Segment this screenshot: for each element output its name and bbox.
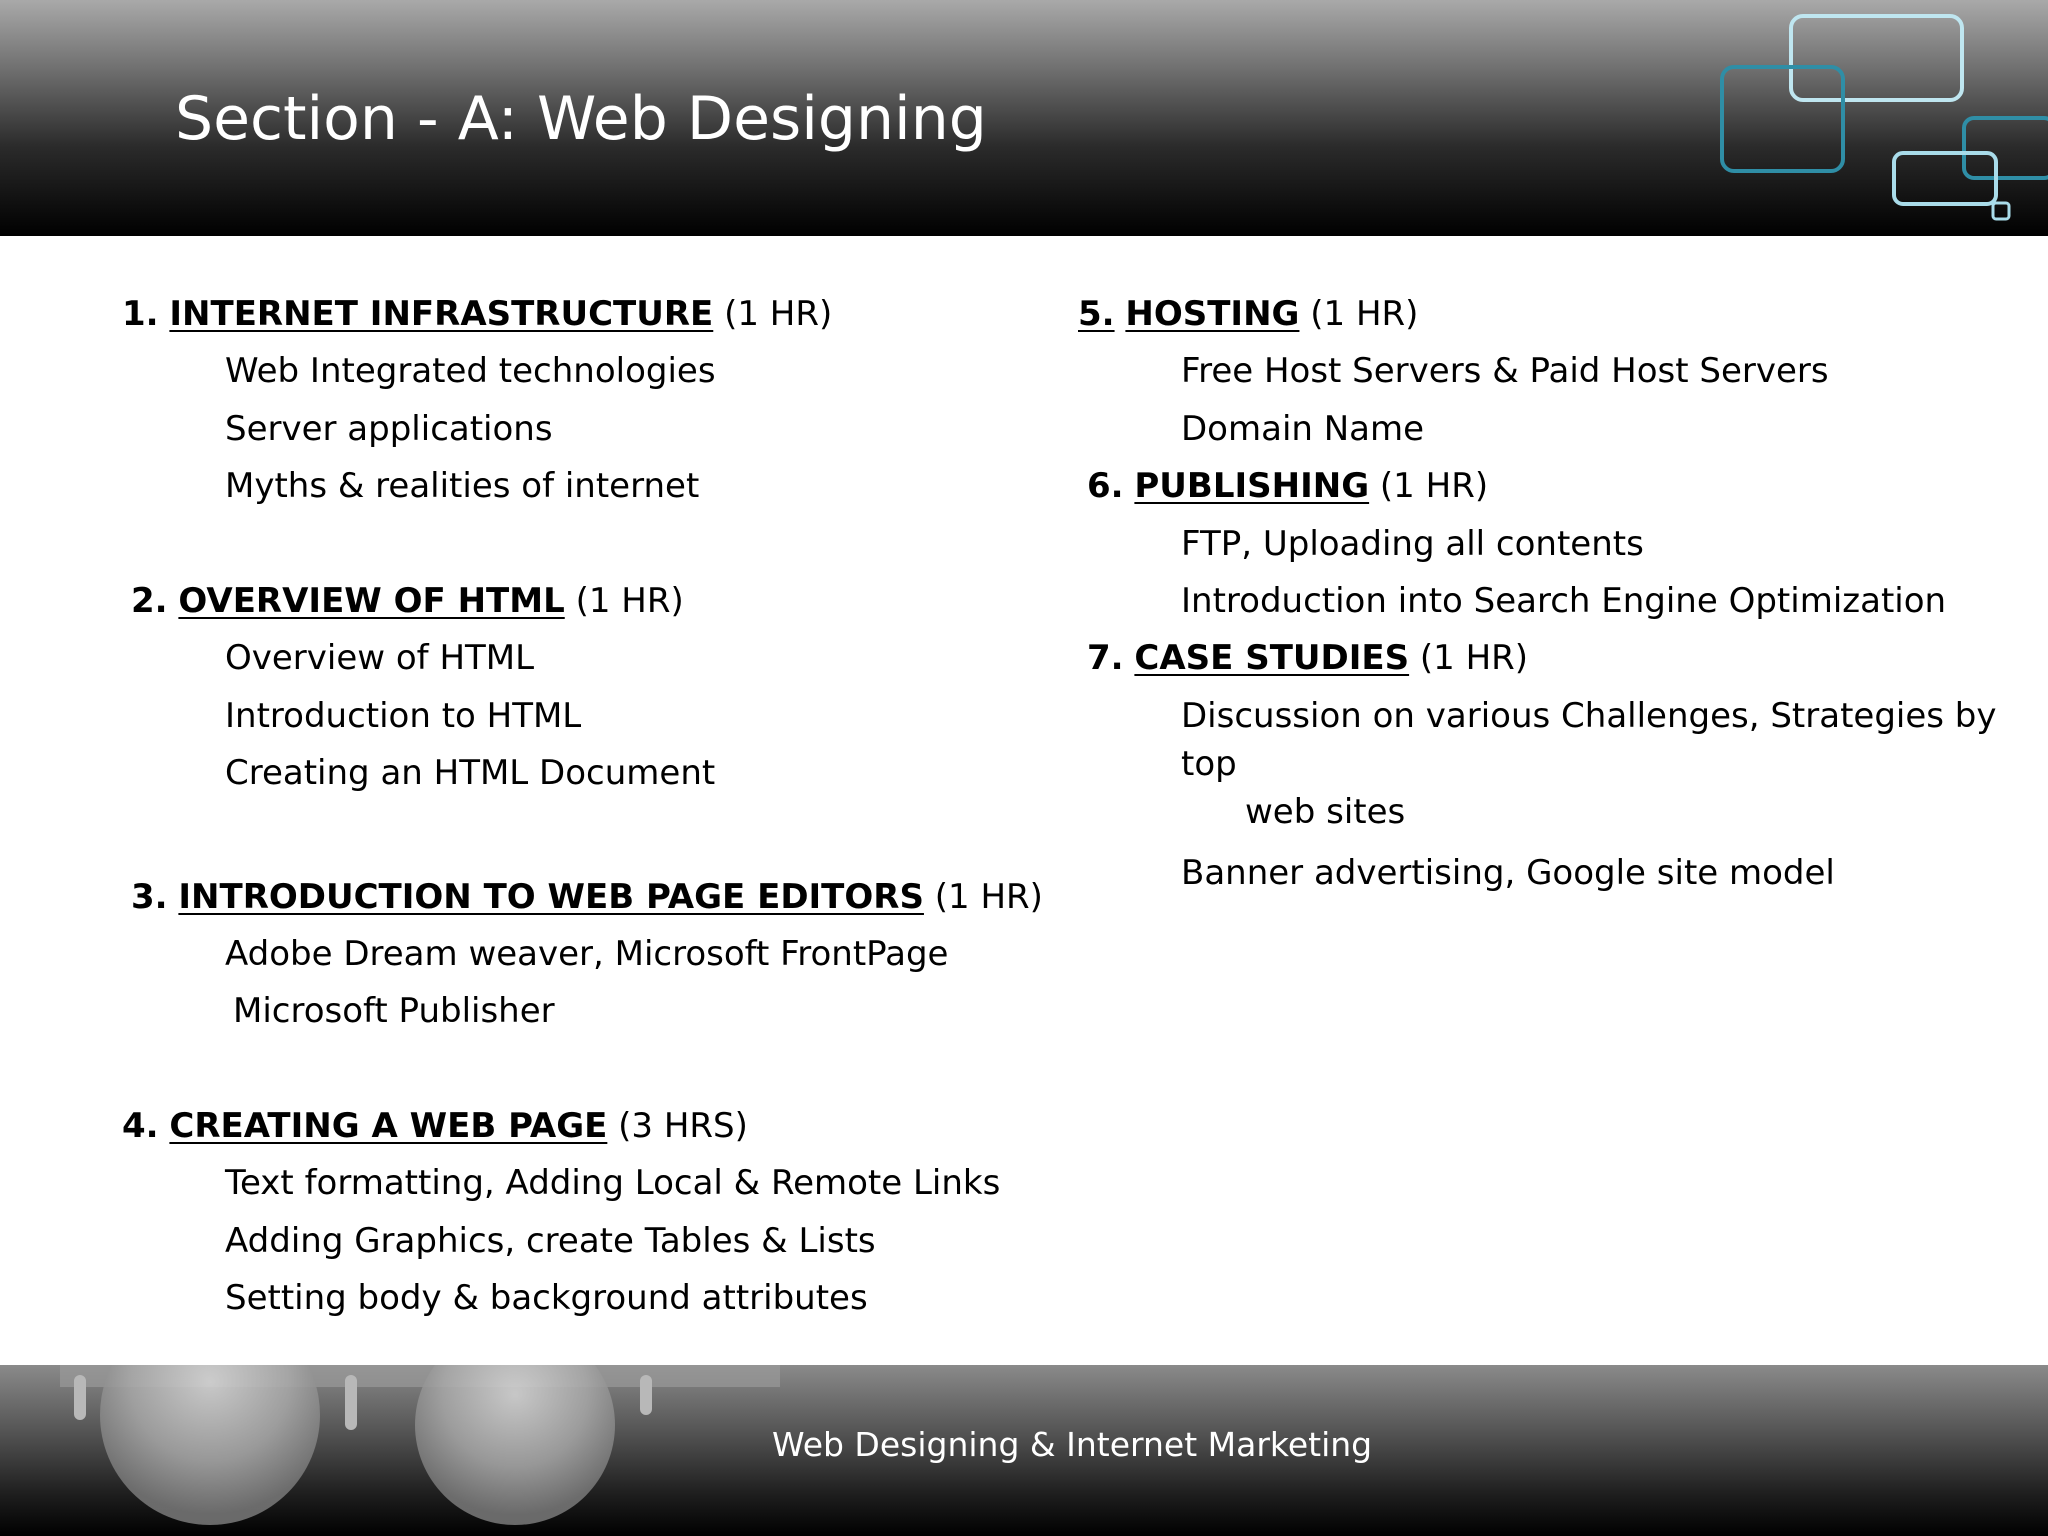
section-title: INTERNET INFRASTRUCTURE (169, 294, 714, 334)
section-heading (1078, 286, 2038, 343)
list-item: Setting body & background attributes (225, 1278, 868, 1319)
list-item: Creating an HTML Document (225, 753, 716, 794)
footer-text: Web Designing & Internet Marketing (772, 1425, 1373, 1464)
list-item: Text formatting, Adding Local & Remote Links (225, 1163, 1001, 1204)
section-number: 6. (1087, 466, 1124, 507)
list-item-text: Discussion on various Challenges, Strategies by top (1181, 695, 1997, 784)
section-title: CREATING A WEB PAGE (169, 1106, 608, 1147)
list-item: Overview of HTML (225, 638, 535, 679)
section-number: 2. (131, 580, 168, 621)
section-heading (1078, 458, 2038, 515)
section-duration: (1 HR) (1310, 294, 1419, 334)
decorative-bubbles-icon (0, 1365, 820, 1536)
list-item: Banner advertising, Google site model (1181, 852, 1835, 893)
section-heading (122, 1098, 1022, 1155)
section-heading (122, 573, 1022, 630)
list-item: Myths & realities of internet (225, 466, 700, 507)
decorative-rectangles-icon (1700, 0, 2048, 236)
section-duration: (1 HR) (1379, 466, 1489, 507)
section-duration: (1 HR) (575, 580, 684, 621)
section-title: INTRODUCTION TO WEB PAGE EDITORS (178, 876, 924, 917)
list-item: Microsoft Publisher (233, 991, 555, 1032)
section-duration: (1 HR) (934, 876, 1043, 917)
list-item: Introduction into Search Engine Optimization (1181, 580, 1947, 621)
section-number: 5. (1078, 294, 1115, 334)
list-item: Adding Graphics, create Tables & Lists (225, 1220, 876, 1261)
list-item (1078, 688, 2038, 845)
section-title: CASE STUDIES (1134, 638, 1410, 679)
list-item: Adobe Dream weaver, Microsoft FrontPage (225, 933, 949, 974)
list-item: FTP, Uploading all contents (1181, 523, 1644, 564)
section-heading (1078, 630, 2038, 687)
section-duration: (3 HRS) (618, 1106, 748, 1147)
list-item: Free Host Servers & Paid Host Servers (1181, 351, 1829, 392)
list-item-continuation: web sites (1245, 791, 1406, 832)
section-number: 3. (131, 876, 168, 917)
section-title: OVERVIEW OF HTML (178, 580, 565, 621)
section-number: 7. (1087, 638, 1124, 679)
section-number: 4. (122, 1106, 159, 1147)
slide-title: Section - A: Web Designing (175, 84, 987, 154)
section-title: PUBLISHING (1134, 466, 1370, 507)
slide-footer (0, 1365, 2048, 1536)
section-heading (122, 869, 1043, 926)
left-column (122, 286, 1043, 1328)
list-item: Web Integrated technologies (225, 351, 716, 392)
list-item: Introduction to HTML (225, 695, 582, 736)
slide-header (0, 0, 2048, 236)
right-column (1078, 286, 2038, 902)
list-item: Server applications (225, 408, 553, 449)
section-heading (122, 286, 1022, 343)
list-item: Domain Name (1181, 408, 1425, 449)
section-duration: (1 HR) (1419, 638, 1529, 679)
section-duration: (1 HR) (724, 294, 833, 334)
section-title: HOSTING (1125, 294, 1300, 334)
section-number: 1. (122, 294, 159, 334)
